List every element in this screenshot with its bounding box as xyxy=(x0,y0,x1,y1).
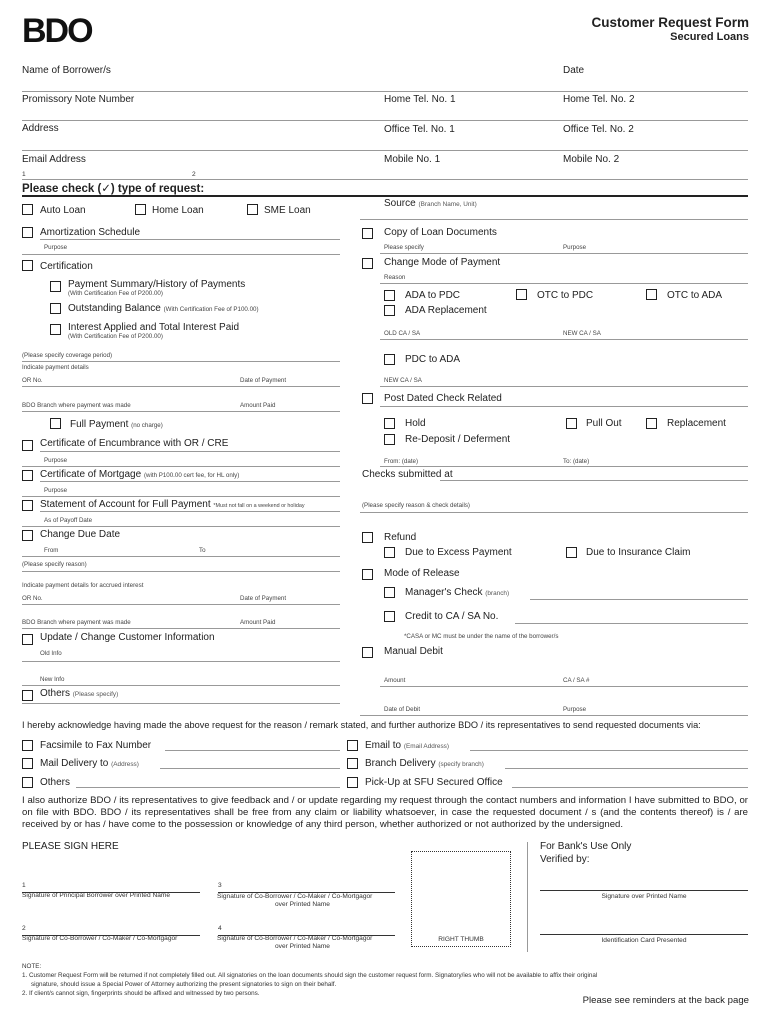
pdc-related-checkbox[interactable] xyxy=(362,393,373,404)
authorize-text: I also authorize BDO / its representatives to give feedback and / or update regarding my request through the contact numbers and information I have submitted to BDO, or on file with BDO. BDO / its representatives shall be free from any claim or liability whatsoever, in case the requested document / s (and the contents thereof) is / are received by or has / have come to the possession or knowledge of any third person, whether authorized or not authorized by the undersigned. xyxy=(22,795,748,830)
bank-sig-label: Signature over Printed Name xyxy=(601,893,687,900)
encumbrance-purpose: Purpose xyxy=(44,457,68,464)
credit-label: Credit to CA / SA No. xyxy=(405,611,499,622)
casa-note: *CASA or MC must be under the name of the borrower/s xyxy=(404,633,559,640)
verified-label: Verified by: xyxy=(540,854,590,865)
others-checkbox[interactable] xyxy=(22,690,33,701)
replacement-checkbox[interactable] xyxy=(646,418,657,429)
note-1: 1. Customer Request Form will be returned if not completely filled out. All signatories on the loan documents should sign the customer request form. Signatory/ies who will not be available to affix their original xyxy=(22,972,598,979)
soa-line[interactable] xyxy=(40,511,340,512)
amortization-purpose-line[interactable] xyxy=(22,254,340,255)
interest-fee: (With Certification Fee of P200.00) xyxy=(68,333,163,340)
mobile1-label: Mobile No. 1 xyxy=(384,154,441,165)
email-to-checkbox[interactable] xyxy=(347,740,358,751)
id-label: Identification Card Presented xyxy=(601,937,687,944)
otc-pdc-label: OTC to PDC xyxy=(537,290,594,301)
mortgage-checkbox[interactable] xyxy=(22,470,33,481)
sig-number-2: 2 xyxy=(22,925,26,932)
reason-line[interactable] xyxy=(380,283,748,284)
due-from-line[interactable] xyxy=(22,556,340,557)
pdc-related-line[interactable] xyxy=(380,406,748,407)
co-sig-label-4b: over Printed Name xyxy=(275,943,330,950)
due-reason-line[interactable] xyxy=(22,571,340,572)
borrower-line[interactable] xyxy=(22,91,748,92)
principal-sig-label: Signature of Principal Borrower over Printed Name xyxy=(22,892,171,899)
indicate-label: Indicate payment details xyxy=(22,364,89,371)
insurance-label: Due to Insurance Claim xyxy=(586,547,691,558)
copy-specify-label: Please specify xyxy=(384,244,424,251)
certification-label: Certification xyxy=(40,261,93,272)
ca-sa-label: CA / SA # xyxy=(563,677,590,684)
date-range-line[interactable] xyxy=(380,466,748,467)
sign-heading: PLEASE SIGN HERE xyxy=(22,841,119,852)
managers-branch-line[interactable] xyxy=(530,599,748,600)
copy-docs-label: Copy of Loan Documents xyxy=(384,227,497,238)
soa-checkbox[interactable] xyxy=(22,500,33,511)
date-payment-label: Date of Payment xyxy=(240,377,287,384)
auto-loan-label: Auto Loan xyxy=(40,205,86,216)
sme-loan-label: SME Loan xyxy=(264,205,311,216)
bank-divider xyxy=(527,842,528,952)
back-page-note: Please see reminders at the back page xyxy=(582,995,749,1006)
bdo-branch-label: BDO Branch where payment was made xyxy=(22,402,131,409)
email-label: Email Address xyxy=(22,154,86,165)
branch-line2[interactable] xyxy=(22,628,340,629)
amount-paid2-label: Amount Paid xyxy=(240,619,276,626)
due-date-label: Change Due Date xyxy=(40,529,121,540)
otc-ada-checkbox[interactable] xyxy=(646,289,657,300)
branch-line[interactable] xyxy=(22,411,340,412)
payoff-line[interactable] xyxy=(22,526,340,527)
pull-out-checkbox[interactable] xyxy=(566,418,577,429)
manual-debit-label: Manual Debit xyxy=(384,646,443,657)
from-date-label: From: (date) xyxy=(384,458,419,465)
pickup-line[interactable] xyxy=(512,787,748,788)
soa-label: Statement of Account for Full Payment *Must not fall on a weekend or holiday xyxy=(40,499,305,510)
address-label: Address xyxy=(22,123,59,134)
fax-line[interactable] xyxy=(165,750,340,751)
to-date-label: To: (date) xyxy=(563,458,590,465)
or-line2[interactable] xyxy=(22,604,340,605)
auto-loan-checkbox[interactable] xyxy=(22,204,33,215)
office-tel2-label: Office Tel. No. 2 xyxy=(563,124,634,135)
acknowledge-text: I hereby acknowledge having made the above request for the reason / remark stated, and further authorize BDO / its representatives to send requested documents via: xyxy=(22,720,701,730)
pn-label: Promissory Note Number xyxy=(22,94,135,105)
checks-at-label: Checks submitted at xyxy=(362,469,453,480)
date-payment2-label: Date of Payment xyxy=(240,595,287,602)
co-sig-label-2: Signature of Co-Borrower / Co-Maker / Co-Mortgagor xyxy=(22,935,178,942)
sig-number-1: 1 xyxy=(22,882,26,889)
branch-delivery-line[interactable] xyxy=(505,768,748,769)
amortization-purpose: Purpose xyxy=(44,244,68,251)
others-label: Others (Please specify) xyxy=(40,688,119,699)
amortization-checkbox[interactable] xyxy=(22,227,33,238)
outstanding-checkbox[interactable] xyxy=(50,303,61,314)
pickup-checkbox[interactable] xyxy=(347,777,358,788)
due-to-label: To xyxy=(199,547,206,554)
ada-pdc-label: ADA to PDC xyxy=(405,290,461,301)
fax-label: Facsimile to Fax Number xyxy=(40,740,152,751)
source-label: Source (Branch Name, Unit) xyxy=(384,198,477,209)
delivery-others-checkbox[interactable] xyxy=(22,777,33,788)
sme-loan-checkbox[interactable] xyxy=(247,204,258,215)
co-sig-label-4: Signature of Co-Borrower / Co-Maker / Co-Mortgagor xyxy=(217,935,373,942)
office-tel1-label: Office Tel. No. 1 xyxy=(384,124,455,135)
insurance-checkbox[interactable] xyxy=(566,547,577,558)
delivery-others-line[interactable] xyxy=(76,787,340,788)
hold-checkbox[interactable] xyxy=(384,418,395,429)
interest-label: Interest Applied and Total Interest Paid xyxy=(68,322,240,333)
email-to-label: Email to (Email Address) xyxy=(365,740,450,751)
mortgage-label: Certificate of Mortgage (with P100.00 cert fee, for HL only) xyxy=(40,469,240,480)
heading-rule xyxy=(22,195,748,197)
or-no-label: OR No. xyxy=(22,377,43,384)
fax-checkbox[interactable] xyxy=(22,740,33,751)
pn-line[interactable] xyxy=(22,120,748,121)
date-debit-label: Date of Debit xyxy=(384,706,421,713)
amount-paid-label: Amount Paid xyxy=(240,402,276,409)
payment-summary-checkbox[interactable] xyxy=(50,281,61,292)
source-line[interactable] xyxy=(360,219,748,220)
otc-pdc-checkbox[interactable] xyxy=(516,289,527,300)
bank-sig-line[interactable] xyxy=(540,890,748,891)
coverage-line[interactable] xyxy=(22,361,340,362)
encumbrance-purpose-line[interactable] xyxy=(22,466,340,467)
debit-line[interactable] xyxy=(380,686,748,687)
certification-checkbox[interactable] xyxy=(22,260,33,271)
pdc-ada-checkbox[interactable] xyxy=(384,354,395,365)
home-tel2-label: Home Tel. No. 2 xyxy=(563,94,635,105)
email-to-line[interactable] xyxy=(470,750,748,751)
ada-pdc-checkbox[interactable] xyxy=(384,290,395,301)
co-sig-label-3b: over Printed Name xyxy=(275,901,330,908)
encumbrance-line[interactable] xyxy=(40,451,340,452)
reason-check-line[interactable] xyxy=(360,512,748,513)
pdc-ada-label: PDC to ADA xyxy=(405,354,461,365)
copy-docs-line[interactable] xyxy=(380,253,748,254)
mail-line[interactable] xyxy=(160,768,340,769)
new-casa2-label: NEW CA / SA xyxy=(384,377,422,384)
credit-checkbox[interactable] xyxy=(384,611,395,622)
payment-summary-fee: (With Certification Fee of P200.00) xyxy=(68,290,163,297)
sig-number-4: 4 xyxy=(218,925,222,932)
email-line[interactable] xyxy=(22,179,748,180)
mortgage-line[interactable] xyxy=(40,481,340,482)
mail-label: Mail Delivery to (Address) xyxy=(40,758,139,769)
payoff-label: As of Payoff Date xyxy=(44,517,93,524)
release-checkbox[interactable] xyxy=(362,569,373,580)
reason-check-label: (Please specify reason & check details) xyxy=(362,502,470,509)
replacement-label: Replacement xyxy=(667,418,726,429)
credit-line[interactable] xyxy=(515,623,748,624)
pull-out-label: Pull Out xyxy=(586,418,622,429)
hold-label: Hold xyxy=(405,418,426,429)
home-loan-checkbox[interactable] xyxy=(135,204,146,215)
bank-use-heading: For Bank's Use Only xyxy=(540,841,632,852)
sig-number-3: 3 xyxy=(218,882,222,889)
refund-label: Refund xyxy=(384,532,417,543)
copy-docs-checkbox[interactable] xyxy=(362,228,373,239)
full-payment-label: Full Payment (no charge) xyxy=(70,419,163,430)
excess-checkbox[interactable] xyxy=(384,547,395,558)
home-loan-label: Home Loan xyxy=(152,205,204,216)
id-line[interactable] xyxy=(540,934,748,935)
note-title: NOTE: xyxy=(22,963,42,970)
mortgage-purpose: Purpose xyxy=(44,487,68,494)
ada-replacement-label: ADA Replacement xyxy=(405,305,487,316)
otc-ada-label: OTC to ADA xyxy=(667,290,723,301)
others-line[interactable] xyxy=(22,703,340,704)
coverage-label: (Please specify coverage period) xyxy=(22,352,113,359)
encumbrance-checkbox[interactable] xyxy=(22,440,33,451)
debit-purpose-label: Purpose xyxy=(563,706,587,713)
or-no2-label: OR No. xyxy=(22,595,43,602)
new-info-label: New Info xyxy=(40,676,65,683)
branch-delivery-label: Branch Delivery (specify branch) xyxy=(365,758,484,769)
copy-purpose-label: Purpose xyxy=(563,244,587,251)
delivery-others-label: Others xyxy=(40,777,71,788)
checks-at-line[interactable] xyxy=(440,480,748,481)
mobile2-label: Mobile No. 2 xyxy=(563,154,620,165)
borrower-label: Name of Borrower/s xyxy=(22,65,111,76)
ada-replacement-checkbox[interactable] xyxy=(384,305,395,316)
mail-checkbox[interactable] xyxy=(22,758,33,769)
refund-checkbox[interactable] xyxy=(362,532,373,543)
due-from-label: From xyxy=(44,547,59,554)
casa-line2[interactable] xyxy=(380,386,748,387)
casa-line[interactable] xyxy=(380,339,748,340)
accrued-label: Indicate payment details for accrued interest xyxy=(22,582,144,589)
bdo-logo: BDO xyxy=(22,12,92,50)
number-2: 2 xyxy=(192,171,196,178)
right-thumb-box[interactable] xyxy=(411,851,511,947)
old-casa-label: OLD CA / SA xyxy=(384,330,421,337)
number-1: 1 xyxy=(22,171,26,178)
change-mode-label: Change Mode of Payment xyxy=(384,257,501,268)
right-thumb-label: RIGHT THUMB xyxy=(438,936,484,943)
pickup-label: Pick-Up at SFU Secured Office xyxy=(365,777,503,788)
amortization-line[interactable] xyxy=(40,239,340,240)
release-label: Mode of Release xyxy=(384,568,460,579)
outstanding-label: Outstanding Balance (With Certification Fee of P100.00) xyxy=(68,303,259,314)
update-info-checkbox[interactable] xyxy=(22,634,33,645)
co-sig-label-3: Signature of Co-Borrower / Co-Maker / Co-Mortgagor xyxy=(217,893,373,900)
note-1b: signature, should issue a Special Power of Attorney authorizing the present signatories to sign on their behalf. xyxy=(31,981,337,988)
bdo-branch2-label: BDO Branch where payment was made xyxy=(22,619,131,626)
old-info-line[interactable] xyxy=(22,661,340,662)
payment-summary-label: Payment Summary/History of Payments xyxy=(68,279,246,290)
form-subtitle: Secured Loans xyxy=(670,31,749,43)
form-title: Customer Request Form xyxy=(591,15,749,30)
reason-label: Reason xyxy=(384,274,406,281)
date-label: Date xyxy=(563,65,585,76)
new-info-line[interactable] xyxy=(22,685,340,686)
manual-debit-checkbox[interactable] xyxy=(362,647,373,658)
excess-label: Due to Excess Payment xyxy=(405,547,512,558)
old-info-label: Old Info xyxy=(40,650,62,657)
interest-checkbox[interactable] xyxy=(50,324,61,335)
pdc-related-label: Post Dated Check Related xyxy=(384,393,502,404)
mortgage-purpose-line[interactable] xyxy=(22,496,340,497)
update-info-label: Update / Change Customer Information xyxy=(40,632,215,643)
address-line[interactable] xyxy=(22,150,748,151)
managers-check-label: Manager's Check (branch) xyxy=(405,587,510,598)
new-casa-label: NEW CA / SA xyxy=(563,330,601,337)
redeposit-checkbox[interactable] xyxy=(384,434,395,445)
amortization-label: Amortization Schedule xyxy=(40,227,141,238)
note-2: 2. If client/s cannot sign, fingerprints should be affixed and witnessed by two persons. xyxy=(22,990,260,997)
redeposit-label: Re-Deposit / Deferment xyxy=(405,434,511,445)
due-date-checkbox[interactable] xyxy=(22,530,33,541)
managers-check-checkbox[interactable] xyxy=(384,587,395,598)
amount-label: Amount xyxy=(384,677,406,684)
or-line[interactable] xyxy=(22,386,340,387)
full-payment-checkbox[interactable] xyxy=(50,418,61,429)
due-reason-label: (Please specify reason) xyxy=(22,561,87,568)
check-heading: Please check (✓) type of request: xyxy=(22,183,205,195)
branch-delivery-checkbox[interactable] xyxy=(347,758,358,769)
debit-date-line[interactable] xyxy=(360,715,748,716)
home-tel1-label: Home Tel. No. 1 xyxy=(384,94,456,105)
encumbrance-label: Certificate of Encumbrance with OR / CRE xyxy=(40,438,229,449)
change-mode-checkbox[interactable] xyxy=(362,258,373,269)
